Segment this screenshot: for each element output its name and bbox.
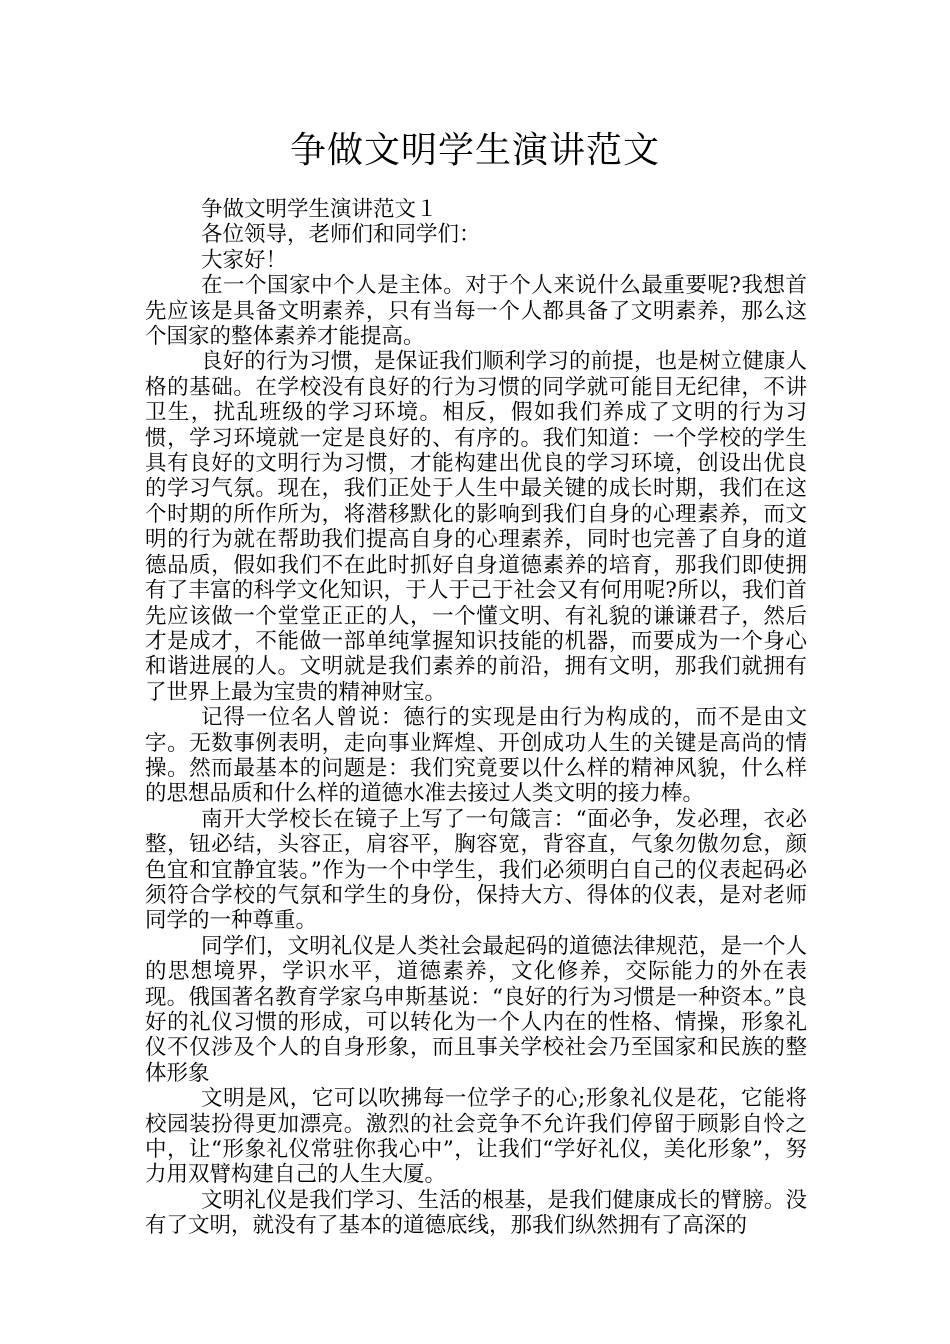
body-paragraph: 在一个国家中个人是主体。对于个人来说什么最重要呢?我想首先应该是具备文明素养，只有当每一个人都具备了文明素养，那么这个国家的整体素养才能提高。 xyxy=(145,273,807,350)
body-paragraph: 同学们，文明礼仪是人类社会最起码的道德法律规范，是一个人的思想境界，学识水平，道德素养，文化修养，交际能力的外在表现。俄国著名教育学家乌申斯基说：“良好的行为习惯是一种资本。”良好的礼仪习惯的形成，可以转化为一个人内在的性格、情操，形象礼仪不仅涉及个人的自身形象，而且事关学校社会乃至国家和民族的整体形象 xyxy=(145,933,807,1086)
salutation-paragraph: 各位领导，老师们和同学们： xyxy=(201,222,481,248)
body-paragraph: 文明是风，它可以吹拂每一位学子的心;形象礼仪是花，它能将校园装扮得更加漂亮。激烈的社会竞争不允许我们停留于顾影自怜之中，让“形象礼仪常驻你我心中”，让我们“学好礼仪，美化形象”，努力用双臂构建自己的人生大厦。 xyxy=(145,1086,807,1188)
greeting-paragraph: 大家好！ xyxy=(201,247,288,273)
body-paragraph: 南开大学校长在镜子上写了一句箴言：“面必争，发必理，衣必整，钮必结，头容正，肩容平，胸容宽，背容直，气象勿傲勿怠，颜色宜和宜静宜装。”作为一个中学生，我们必须明白自己的仪表起码必须符合学校的气氛和学生的身份，保持大方、得体的仪表，是对老师同学的一种尊重。 xyxy=(145,806,807,934)
body-paragraph: 记得一位名人曾说：德行的实现是由行为构成的，而不是由文字。无数事例表明，走向事业辉煌、开创成功人生的关键是高尚的情操。然而最基本的问题是：我们究竟要以什么样的精神风貌，什么样的思想品质和什么样的道德水准去接过人类文明的接力棒。 xyxy=(145,705,807,807)
subtitle-paragraph: 争做文明学生演讲范文１ xyxy=(201,197,438,222)
body-paragraph: 良好的行为习惯，是保证我们顺利学习的前提，也是树立健康人格的基础。在学校没有良好的行为习惯的同学就可能目无纪律，不讲卫生，扰乱班级的学习环境。相反，假如我们养成了文明的行为习惯，学习环境就一定是良好的、有序的。我们知道：一个学校的学生具有良好的文明行为习惯，才能构建出优良的学习环境，创设出优良的学习气氛。现在，我们正处于人生中最关键的成长时期，我们在这个时期的所作所为，将潜移默化的影响到我们自身的心理素养，而文明的行为就在帮助我们提高自身的心理素养，同时也完善了自身的道德品质，假如我们不在此时抓好自身道德素养的培育，那我们即使拥有了丰富的科学文化知识，于人于己于社会又有何用呢?所以，我们首先应该做一个堂堂正正的人，一个懂文明、有礼貌的谦谦君子，然后才是成才，不能做一部单纯掌握知识技能的机器，而要成为一个身心和谐进展的人。文明就是我们素养的前沿，拥有文明，那我们就拥有了世界上最为宝贵的精神财宝。 xyxy=(145,349,807,705)
document-body xyxy=(145,197,807,1239)
document-title: 争做文明学生演讲范文 xyxy=(289,130,660,171)
body-paragraph: 文明礼仪是我们学习、生活的根基，是我们健康成长的臂膀。没有了文明，就没有了基本的道德底线，那我们纵然拥有了高深的 xyxy=(145,1187,807,1239)
